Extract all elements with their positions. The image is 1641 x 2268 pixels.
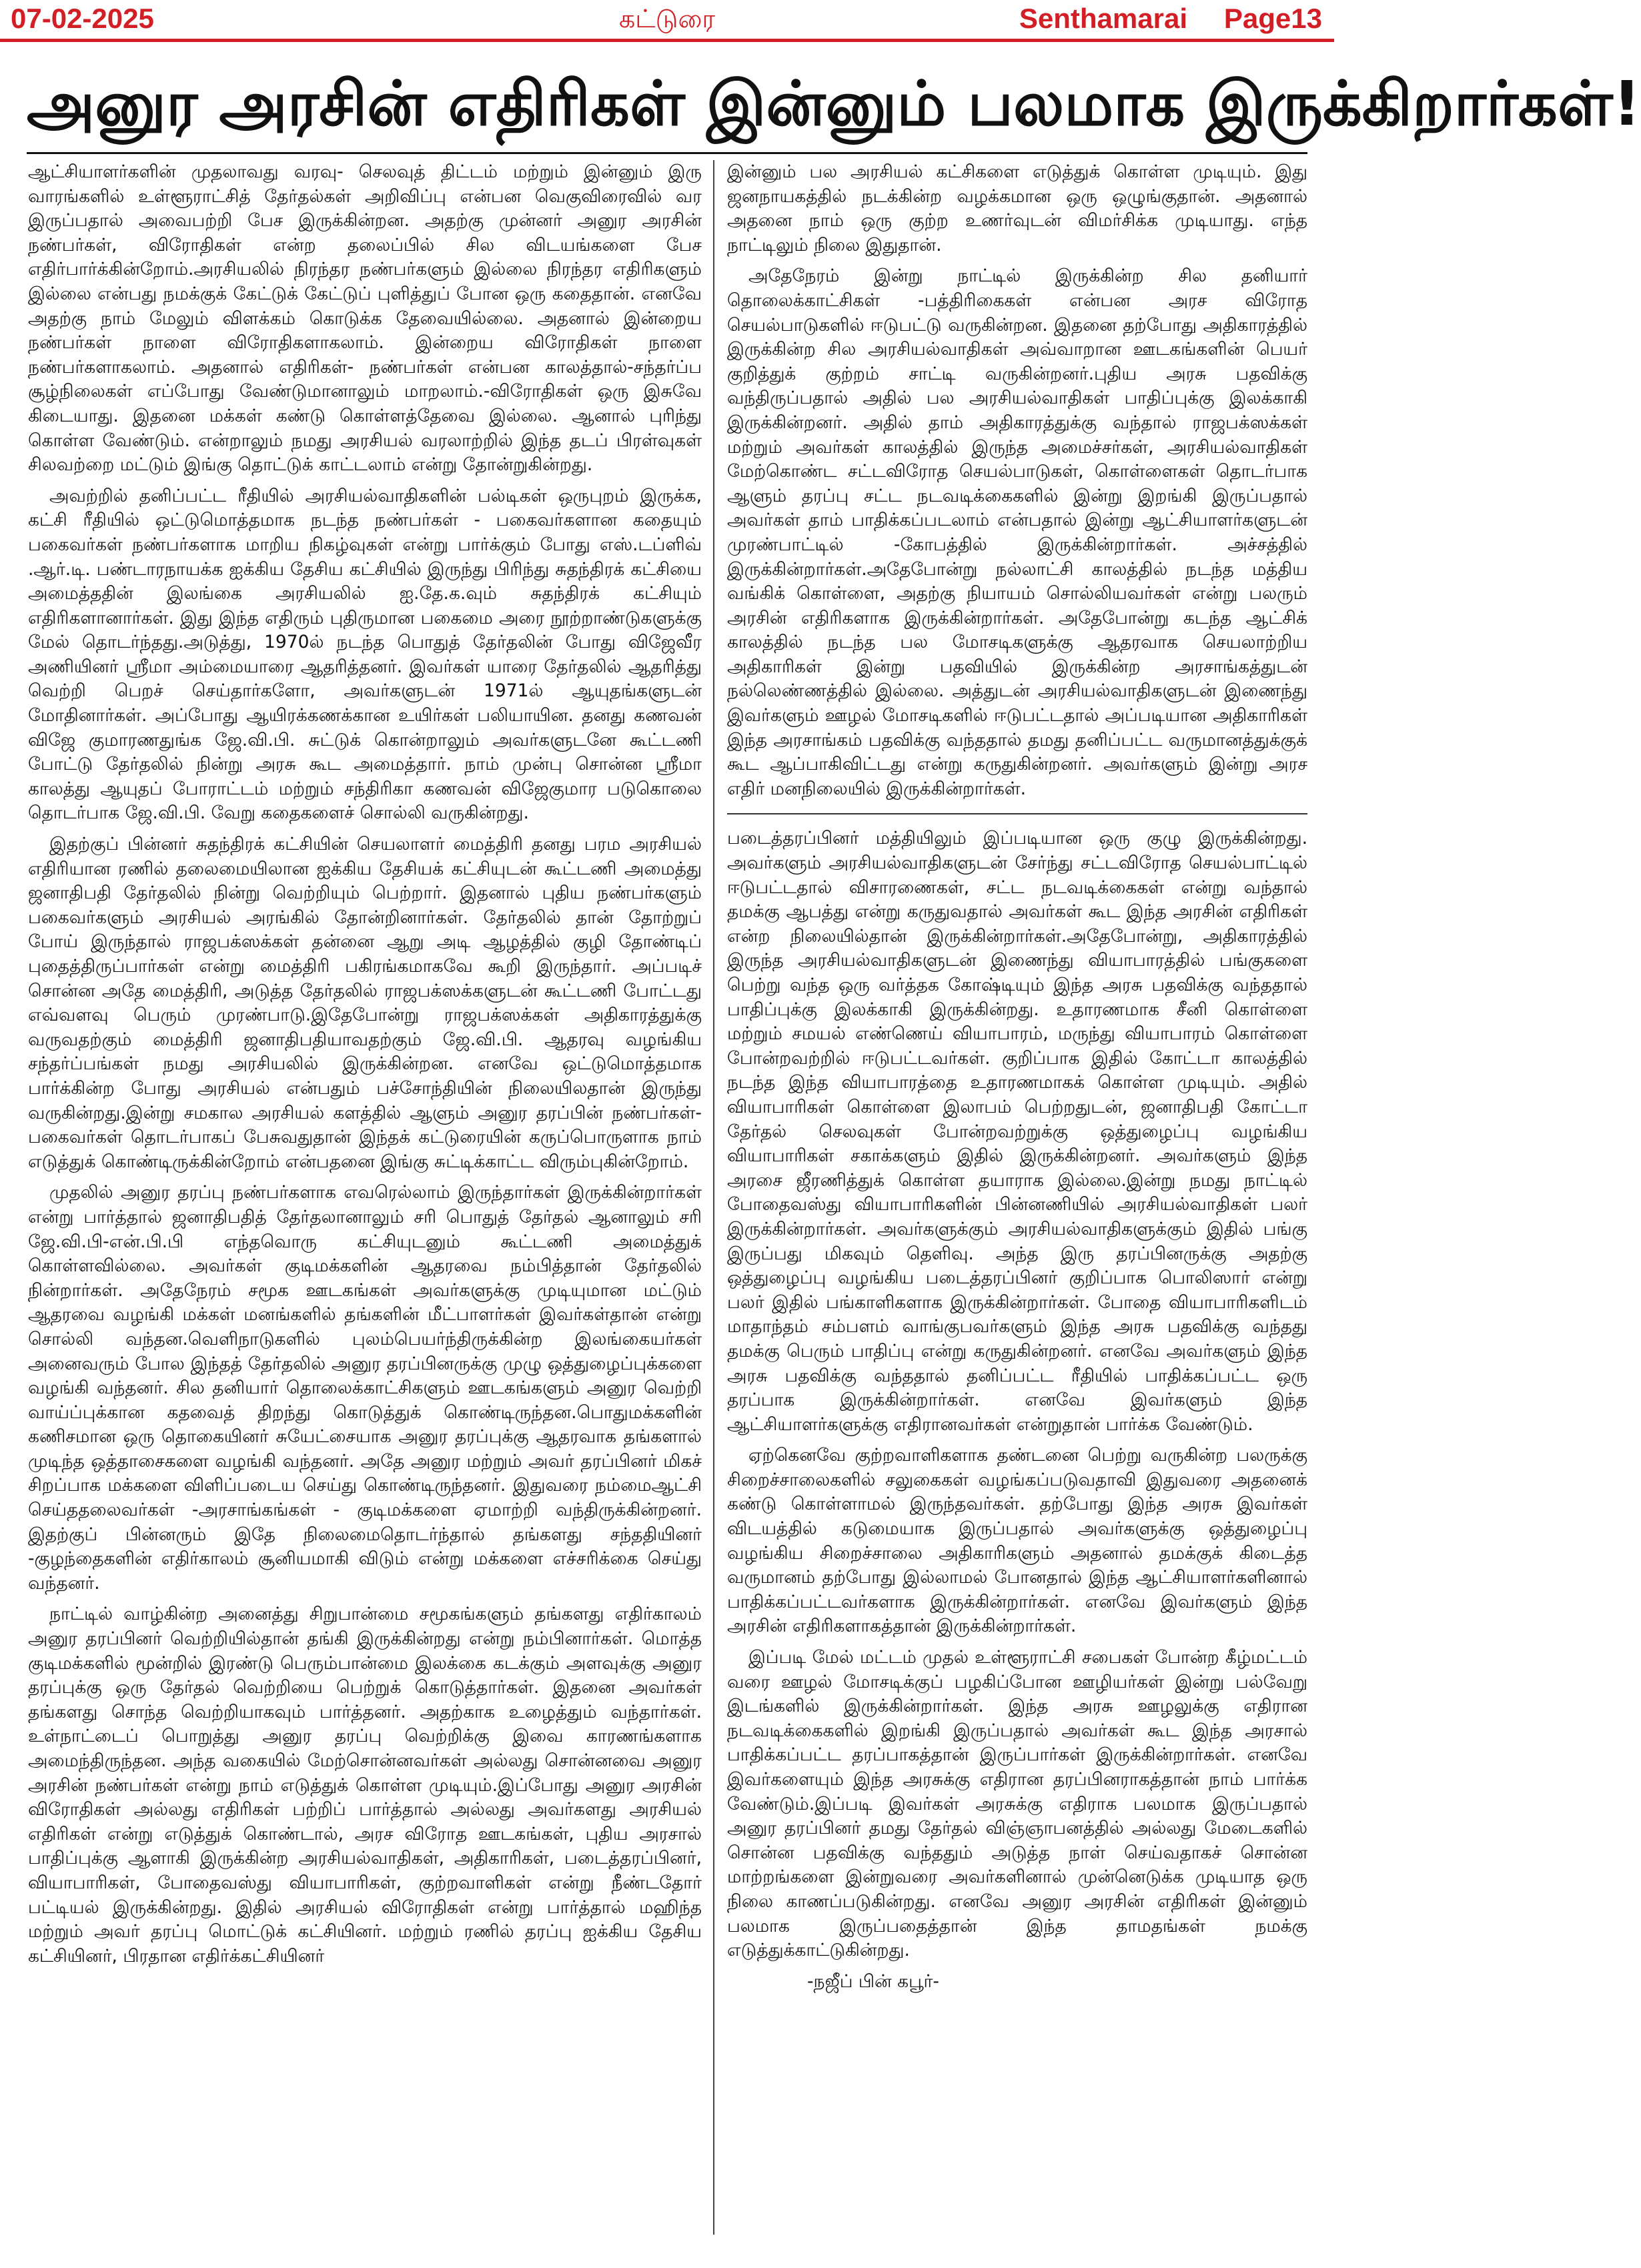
header-rule: [0, 39, 1334, 42]
column-divider: [713, 160, 714, 2235]
issue-date: 07-02-2025: [11, 3, 154, 34]
section-label: கட்டுரை: [618, 4, 716, 33]
paragraph: நாட்டில் வாழ்கின்ற அனைத்து சிறுபான்மை சமூகங்களும் தங்களது எதிர்காலம் அனுர தரப்பினர் வெற்றியில்தான் தங்கி இருக்கின்றது என்று நம்பினார்கள். மொத்த குடிமக்களில் மூன்றில் இரண்டு பெரும்பான்மை இலக்கை கடக்கும் அளவுக்கு அனுர தரப்புக்கு ஒரு தேர்தல் வெற்றியை பெற்றுக் கொடுத்தார்கள். இதனை அவர்கள் தங்களது சொந்த வெற்றியாகவும் பார்த்தனர். அதற்காக உழைத்தும் வந்தார்கள். உள்நாட்டைப் பொறுத்து அனுர தரப்பு வெற்றிக்கு இவை காரணங்களாக அமைந்திருந்தன. அந்த வகையில் மேற்சொன்னவர்கள் அல்லது சொன்னவை அனுர அரசின் நண்பர்கள் என்று நாம் எடுத்துக் கொள்ள முடியும்.இப்போது அனுர அரசின் விரோதிகள் அல்லது எதிரிகள் பற்றிப் பார்த்தால் அல்லது அவர்களது அரசியல் எதிரிகள் என்று எடுத்துக் கொண்டால், அரச விரோத ஊடகங்கள், புதிய அரசால் பாதிப்புக்கு ஆளாகி இருக்கின்ற அரசியல்வாதிகள், அதிகாரிகள், படைத்தரப்பினர், வியாபாரிகள், போதைவஸ்து வியாபாரிகள், குற்றவாளிகள் என்று நீண்டதோர் பட்டியல் இருக்கின்றது. இதில் அரசியல் விரோதிகள் என்று பார்த்தால் மஹிந்த மற்றும் அவர் தரப்பு மொட்டுக் கட்சியினர். மற்றும் ரணில் தரப்பு ஐக்கிய தேசிய கட்சியினர், பிரதான எதிர்க்கட்சியினர்: [28, 1604, 702, 1966]
article-headline: அனுர அரசின் எதிரிகள் இன்னும் பலமாக இருக்கிறார்கள்!: [27, 68, 1641, 139]
author-byline: -நஜீப் பின் கபூர்-: [807, 1970, 939, 1992]
paragraph: ஆட்சியாளர்களின் முதலாவது வரவு- செலவுத் திட்டம் மற்றும் இன்னும் இரு வாரங்களில் உள்ளூராட்சித் தேர்தல்கள் அறிவிப்பு என்பன வெகுவிரைவில் வர இருப்பதால் அவைபற்றி பேச இருக்கின்றன. அதற்கு முன்னர் அனுர அரசின் நண்பர்கள், விரோதிகள் என்ற தலைப்பில் சில விடயங்களை பேச எதிர்பார்க்கின்றோம்.அரசியலில் நிரந்தர நண்பர்களும் இல்லை நிரந்தர எதிரிகளும் இல்லை என்பது நமக்குக் கேட்டுக் கேட்டுப் புளித்துப் போன ஒரு கதைதான். எனவே அதற்கு நாம் மேலும் விளக்கம் கொடுக்க தேவையில்லை. அதனால் இன்றைய நண்பர்கள் நாளை விரோதிகளாகலாம். இன்றைய விரோதிகள் நாளை நண்பர்களாகலாம். அதனால் எதிரிகள்- நண்பர்கள் என்பன காலத்தால்-சந்தர்ப்ப சூழ்நிலைகள் எப்போது வேண்டுமானாலும் மாறலாம்.-விரோதிகள் ஒரு இசுவே கிடையாது. இதனை மக்கள் கண்டு கொள்ளத்தேவை இல்லை. ஆனால் புரிந்து கொள்ள வேண்டும். என்றாலும் நமது அரசியல் வரலாற்றில் இந்த தடப் பிரள்வுகள் சிலவற்றை மட்டும் இங்கு தொட்டுக் காட்டலாம் என்று தோன்றுகின்றது.: [28, 161, 702, 476]
paragraph: ஏற்கெனவே குற்றவாளிகளாக தண்டனை பெற்று வருகின்ற பலருக்கு சிறைச்சாலைகளில் சலுகைகள் வழங்கப்படுவதாவி இதுவரை அதனைக் கண்டு கொள்ளாமல் இருந்தவர்கள். தற்போது இந்த அரசு இவர்கள் விடயத்தில் கடுமையாக இருப்பதால் அவர்களுக்கு ஒத்துழைப்பு வழங்கிய சிறைச்சாலை அதிகாரிகளும் அதனால் தமக்குக் கிடைத்த வருமானம் தற்போது இல்லாமல் போனதால் இந்த ஆட்சியாளர்களினால் பாதிக்கப்பட்டவர்களாக இருக்கின்றார்கள். எனவே இவர்களும் இந்த அரசின் எதிரிகளாகத்தான் இருக்கின்றார்கள்.: [727, 1445, 1307, 1637]
paragraph: அவற்றில் தனிப்பட்ட ரீதியில் அரசியல்வாதிகளின் பல்டிகள் ஒருபுறம் இருக்க, கட்சி ரீதியில் ஒட்டுமொத்தமாக நடந்த நண்பர்கள் - பகைவர்களான கதையும் பகைவர்கள் நண்பர்களாக மாறிய நிகழ்வுகள் என்று பார்க்கும் போது எஸ்.டப்ளிவ் .ஆர்.டி. பண்டாரநாயக்க ஐக்கிய தேசிய கட்சியில் இருந்து பிரிந்து சுதந்திரக் கட்சியை அமைத்ததின் இலங்கை அரசியலில் ஐ.தே.க.வும் சுதந்திரக் கட்சியும் எதிரிகளானார்கள். இது இந்த எதிரும் புதிருமான பகைமை அரை நூற்றாண்டுகளுக்கு மேல் தொடர்ந்தது.அடுத்து, 1970ல் நடந்த பொதுத் தேர்தலின் போது விஜேவீர அணியினர் ஸ்ரீமா அம்மையாரை ஆதரித்தனர். இவர்கள் யாரை தேர்தலில் ஆதரித்து வெற்றி பெறச் செய்தார்களோ, அவர்களுடன் 1971ல் ஆயுதங்களுடன் மோதினார்கள். அப்போது ஆயிரக்கணக்கான உயிர்கள் பலியாயின. தனது கணவன் விஜே குமாரணதுங்க ஜே.வி.பி. சுட்டுக் கொன்றாலும் அவர்களுடனே கூட்டணி போட்டு தேர்தலில் நின்று அரசு கூட அமைத்தார். நாம் முன்பு சொன்ன ஸ்ரீமா காலத்து ஆயுதப் போராட்டம் மற்றும் சந்திரிகா கணவன் விஜேகுமார படுகொலை தொடர்பாக ஜே.வி.பி. வேறு கதைகளைச் சொல்லி வருகின்றது.: [28, 485, 702, 824]
page-header: [0, 0, 1334, 39]
paragraph: இன்னும் பல அரசியல் கட்சிகளை எடுத்துக் கொள்ள முடியும். இது ஜனநாயகத்தில் நடக்கின்ற வழக்கமான ஒரு ஒழுங்குதான். அதனால் அதனை நாம் ஒரு குற்ற உணர்வுடன் விமர்சிக்க முடியாது. எந்த நாட்டிலும் நிலை இதுதான்.: [727, 161, 1307, 255]
page-number: Page13: [1223, 3, 1322, 34]
paragraph: இப்படி மேல் மட்டம் முதல் உள்ளூராட்சி சபைகள் போன்ற கீழ்மட்டம் வரை ஊழல் மோசடிக்குப் பழகிப்போன ஊழியர்கள் இன்று பல்வேறு இடங்களில் இருக்கின்றார்கள். இந்த அரசு ஊழலுக்கு எதிரான நடவடிக்கைகளில் இறங்கி இருப்பதால் அவர்கள் கூட இந்த அரசால் பாதிக்கப்பட்ட தரப்பாகத்தான் இருப்பார்கள் இருக்கின்றார்கள். எனவே இவர்களையும் இந்த அரசுக்கு எதிரான தரப்பினராகத்தான் நாம் பார்க்க வேண்டும்.இப்படி இவர்கள் அரசுக்கு எதிராக பலமாக இருப்பதால் அனுர தரப்பினர் தமது தேர்தல் விஞ்ஞாபனத்தில் அல்லது மேடைகளில் சொன்ன பதவிக்கு வந்ததும் அடுத்த நாள் செய்வதாகச் சொன்ன மாற்றங்களை இன்றுவரை அவர்களினால் முன்னெடுக்க முடியாத ஒரு நிலை காணப்படுகின்றது. எனவே அனுர அரசின் எதிரிகள் இன்னும் பலமாக இருப்பதைத்தான் இந்த தாமதங்கள் நமக்கு எடுத்துக்காட்டுகின்றது.: [727, 1647, 1307, 1961]
section-separator: [727, 813, 1307, 814]
headline-rule: [27, 152, 1307, 154]
paragraph: முதலில் அனுர தரப்பு நண்பர்களாக எவரெல்லாம் இருந்தார்கள் இருக்கின்றார்கள் என்று பார்த்தால் ஜனாதிபதித் தேர்தலானாலும் சரி பொதுத் தேர்தல் ஆனாலும் சரி ஜே.வி.பி-என்.பி.பி எந்தவொரு கட்சியுடனும் கூட்டணி அமைத்துக் கொள்ளவில்லை. அவர்கள் குடிமக்களின் ஆதரவை நம்பித்தான் தேர்தலில் நின்றார்கள். அதேநேரம் சமூக ஊடகங்கள் அவர்களுக்கு முடியுமான மட்டும் ஆதரவை வழங்கி மக்கள் மனங்களில் தங்களின் மீட்பாளர்கள் இவர்கள்தான் என்று சொல்லி வந்தன.வெளிநாடுகளில் புலம்பெயர்ந்திருக்கின்ற இலங்கையர்கள் அனைவரும் போல இந்தத் தேர்தலில் அனுர தரப்பினருக்கு முழு ஒத்துழைப்புக்களை வழங்கி வந்தனர். சில தனியார் தொலைக்காட்சிகளும் ஊடகங்களும் அனுர வெற்றி வாய்ப்புக்கான கதவைத் திறந்து கொடுத்துக் கொண்டிருந்தன.பொதுமக்களின் கணிசமான ஒரு தொகையினர் சுயேட்சையாக அனுர தரப்புக்கு ஆதரவாக தங்களால் முடிந்த ஒத்தாசைகளை வழங்கி வந்தனர். அதே அனுர மற்றும் அவர் தரப்பினர் மிகச் சிறப்பாக மக்களை விளிப்படைய செய்து கொண்டிருந்தனர். இதுவரை நம்மைஆட்சி செய்ததலைவர்கள் -அரசாங்கங்கள் - குடிமக்களை ஏமாற்றி வந்திருக்கின்றனர். இதற்குப் பின்னரும் இதே நிலைமைதொடர்ந்தால் தங்களது சந்ததியினர் -குழந்தைகளின் எதிர்காலம் சூனியமாகி விடும் என்று மக்களை எச்சரிக்கை செய்து வந்தனர்.: [28, 1182, 702, 1594]
newspaper-brand: Senthamarai: [1019, 3, 1187, 34]
paragraph: படைத்தரப்பினர் மத்தியிலும் இப்படியான ஒரு குழு இருக்கின்றது. அவர்களும் அரசியல்வாதிகளுடன் சேர்ந்து சட்டவிரோத செயல்பாட்டில் ஈடுபட்டதால் விசாரணைகள், சட்ட நடவடிக்கைகள் என்று வந்தால் தமக்கு ஆபத்து என்று கருதுவதால் அவர்கள் கூட இந்த அரசின் எதிரிகள் என்ற நிலையில்தான் இருக்கின்றார்கள்.அதேபோன்று, அதிகாரத்தில் இருந்த அரசியல்வாதிகளுடன் இணைந்து வியாபாரத்தில் பங்குகளை பெற்று வந்த ஒரு வர்த்தக கோஷ்டியும் இந்த அரசு பதவிக்கு வந்ததால் பாதிப்புக்கு இலக்காகி இருக்கின்றது. உதாரணமாக சீனி கொள்ளை மற்றும் சமயல் எண்ணெய் வியாபாரம், மருந்து வியாபாரம் கொள்ளை போன்றவற்றில் ஈடுபட்டவர்கள். குறிப்பாக இதில் கோட்டா காலத்தில் நடந்த இந்த வியாபாரத்தை உதாரணமாகக் கொள்ள முடியும். அதில் வியாபாரிகள் கொள்ளை இலாபம் பெற்றதுடன், ஜனாதிபதி கோட்டா தேர்தல் செலவுகள் போன்றவற்றுக்கு ஒத்துழைப்பு வழங்கிய வியாபாரிகள் சகாக்களும் இதில் இருக்கின்றனர். அவர்களும் இந்த அரசை ஜீரணித்துக் கொள்ள தயாராக இல்லை.இன்று நமது நாட்டில் போதைவஸ்து வியாபாரிகளின் பின்னணியில் அரசியல்வாதிகள் பலர் இருக்கின்றார்கள். அவர்களுக்கும் அரசியல்வாதிகளுக்கும் இதில் பங்கு இருப்பது மிகவும் தெளிவு. அந்த இரு தரப்பினருக்கு அதற்கு ஒத்துழைப்பு வழங்கிய படைத்தரப்பினர் குறிப்பாக பொலிஸார் என்று பலர் இதில் பங்காளிகளாக இருக்கின்றார்கள். போதை வியாபாரிகளிடம் மாதாந்தம் சம்பளம் வாங்குபவர்களும் இந்த அரசு பதவிக்கு வந்தது தமக்கு பெரும் பாதிப்பு என்று கருதுகின்றனர். எனவே அவர்களும் இந்த அரசு பதவிக்கு வந்ததால் தனிப்பட்ட ரீதியில் பாதிக்கப்பட்ட ஒரு தரப்பாக இருக்கின்றார்கள். எனவே இவர்களும் இந்த ஆட்சியாளர்களுக்கு எதிரானவர்கள் என்றுதான் பார்க்க வேண்டும்.: [727, 828, 1307, 1435]
paragraph: அதேநேரம் இன்று நாட்டில் இருக்கின்ற சில தனியார் தொலைக்காட்சிகள் -பத்திரிகைகள் என்பன அரச விரோத செயல்பாடுகளில் ஈடுபட்டு வருகின்றன. இதனை தற்போது அதிகாரத்தில் இருக்கின்ற சில அரசியல்வாதிகள் அவ்வாறான ஊடகங்களின் பெயர் குறித்துக் குற்றம் சாட்டி வருகின்றனர்.புதிய அரசு பதவிக்கு வந்திருப்பதால் அதில் பல அரசியல்வாதிகள் பாதிப்புக்கு இலக்காகி இருக்கின்றனர். அதில் தாம் அதிகாரத்துக்கு வந்தால் ராஜபக்ஸக்கள் மற்றும் அவர்கள் காலத்தில் இருந்த அமைச்சர்கள், அரசியல்வாதிகள் மேற்கொண்ட சட்டவிரோத செயல்பாடுகள், கொள்ளைகள் தொடர்பாக ஆளும் தரப்பு சட்ட நடவடிக்கைகளில் இன்று இறங்கி இருப்பதால் அவர்கள் தாம் பாதிக்கப்படலாம் என்பதால் இன்று ஆட்சியாளர்களுடன் முரண்பாட்டில் -கோபத்தில் இருக்கின்றார்கள். அச்சத்தில் இருக்கின்றார்கள்.அதேபோன்று நல்லாட்சி காலத்தில் நடந்த மத்திய வங்கிக் கொள்ளை, அதற்கு நியாயம் சொல்லியவர்கள் என்று பலரும் அரசின் எதிரிகளாக இருக்கின்றார்கள். அதேபோன்று கடந்த ஆட்சிக் காலத்தில் நடந்த பல மோசடிகளுக்கு ஆதரவாக செயலாற்றிய அதிகாரிகள் இன்று பதவியில் இருக்கின்ற அரசாங்கத்துடன் நல்லெண்ணத்தில் இல்லை. அத்துடன் அரசியல்வாதிகளுடன் இணைந்து இவர்களும் ஊழல் மோசடிகளில் ஈடுபட்டதால் அப்படியான அதிகாரிகள் இந்த அரசாங்கம் பதவிக்கு வந்ததால் தமது தனிப்பட்ட வருமானத்துக்குக் கூட ஆப்பாகிவிட்டது என்று கருதுகின்றனர். அவர்களும் இன்று அரச எதிர் மனநிலையில் இருக்கின்றார்கள்.: [727, 265, 1307, 799]
article-column-right: [727, 160, 1307, 2241]
paragraph: இதற்குப் பின்னர் சுதந்திரக் கட்சியின் செயலாளர் மைத்திரி தனது பரம அரசியல் எதிரியான ரணில் தலைமையிலான ஐக்கிய தேசியக் கட்சியுடன் கூட்டணி அமைத்து ஜனாதிபதி தேர்தலில் நின்று வெற்றியும் பெற்றார். இதனால் புதிய நண்பர்களும் பகைவர்களும் அரசியல் அரங்கில் தோன்றினார்கள். தேர்தலில் தான் தோற்றுப் போய் இருந்தால் ராஜபக்ஸக்கள் தன்னை ஆறு அடி ஆழத்தில் குழி தோண்டிப் புதைத்திருப்பார்கள் என்று மைத்திரி பகிரங்கமாகவே கூறி இருந்தார். அப்படிச் சொன்ன அதே மைத்திரி, அடுத்த தேர்தலில் ராஜபக்ஸக்களுடன் கூட்டணி போட்டது எவ்வளவு பெரும் முரண்பாடு.இதேபோன்று ராஜபக்ஸக்கள் அதிகாரத்துக்கு வருவதற்கும் மைத்திரி ஜனாதிபதியாவதற்கும் ஜே.வி.பி. ஆதரவு வழங்கிய சந்தர்ப்பங்கள் நமது அரசியலில் இருக்கின்றன. எனவே ஒட்டுமொத்தமாக பார்க்கின்ற போது அரசியல் என்பதும் பச்சோந்தியின் நிலையிலதான் இருந்து வருகின்றது.இன்று சமகால அரசியல் களத்தில் ஆளும் அனுர தரப்பின் நண்பர்கள்-பகைவர்கள் தொடர்பாகப் பேசுவதுதான் இந்தக் கட்டுரையின் கருப்பொருளாக நாம் எடுத்துக் கொண்டிருக்கின்றோம் என்பதனை இங்கு சுட்டிக்காட்ட விரும்புகின்றோம்.: [28, 834, 702, 1172]
article-column-left: [28, 160, 702, 2241]
